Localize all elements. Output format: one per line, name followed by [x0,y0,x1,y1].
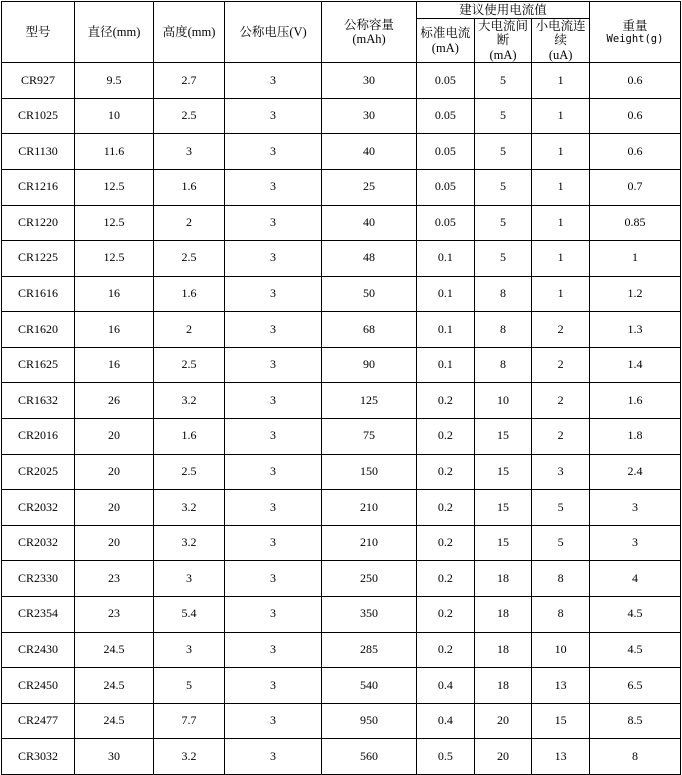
cell-model: CR3032 [2,739,75,775]
cell-std: 0.2 [417,490,475,526]
cell-std: 0.05 [417,63,475,99]
cell-std: 0.05 [417,134,475,170]
header-row-group [2,2,681,19]
column-header-weight-unit: Weight(g) [606,33,664,46]
cell-dia: 20 [75,454,154,490]
cell-small: 1 [532,134,590,170]
cell-dia: 24.5 [75,632,154,668]
column-header-diameter: 直径(mm) [75,2,154,63]
cell-big: 20 [474,739,532,775]
table-row [2,98,681,134]
cell-cap: 350 [322,597,417,633]
cell-weight: 4.5 [590,597,681,633]
cell-weight: 3 [590,490,681,526]
cell-std: 0.4 [417,703,475,739]
cell-volt: 3 [225,525,322,561]
column-header-voltage: 公称电压(V) [225,2,322,63]
cell-big: 8 [474,312,532,348]
cell-std: 0.1 [417,241,475,277]
cell-big: 8 [474,347,532,383]
cell-cap: 25 [322,169,417,205]
cell-model: CR927 [2,63,75,99]
cell-small: 8 [532,597,590,633]
table-body [2,63,681,775]
cell-cap: 40 [322,205,417,241]
column-header-capacity-label: 公称容量 [343,17,394,32]
cell-cap: 50 [322,276,417,312]
table-row [2,703,681,739]
table-row [2,383,681,419]
cell-small: 1 [532,63,590,99]
table-row [2,276,681,312]
table-row [2,668,681,704]
table-header [2,2,681,63]
cell-dia: 20 [75,419,154,455]
cell-height: 7.7 [154,703,225,739]
cell-dia: 24.5 [75,668,154,704]
cell-small: 15 [532,703,590,739]
cell-model: CR2032 [2,525,75,561]
cell-cap: 150 [322,454,417,490]
cell-small: 10 [532,632,590,668]
table-row [2,525,681,561]
cell-height: 3.2 [154,739,225,775]
cell-big: 15 [474,419,532,455]
cell-dia: 30 [75,739,154,775]
cell-model: CR1216 [2,169,75,205]
table-row [2,312,681,348]
cell-big: 5 [474,98,532,134]
cell-small: 2 [532,347,590,383]
table-row [2,490,681,526]
cell-height: 5.4 [154,597,225,633]
cell-volt: 3 [225,490,322,526]
cell-weight: 0.6 [590,63,681,99]
cell-std: 0.05 [417,98,475,134]
cell-std: 0.2 [417,383,475,419]
cell-height: 2.5 [154,347,225,383]
cell-volt: 3 [225,419,322,455]
cell-dia: 23 [75,561,154,597]
table-row [2,597,681,633]
cell-cap: 250 [322,561,417,597]
cell-model: CR1616 [2,276,75,312]
cell-cap: 210 [322,525,417,561]
cell-dia: 11.6 [75,134,154,170]
cell-volt: 3 [225,347,322,383]
cell-height: 1.6 [154,169,225,205]
cell-height: 5 [154,668,225,704]
column-header-model: 型号 [2,2,75,63]
cell-small: 1 [532,241,590,277]
cell-model: CR1225 [2,241,75,277]
cell-std: 0.2 [417,632,475,668]
cell-dia: 12.5 [75,205,154,241]
cell-big: 18 [474,632,532,668]
cell-weight: 4 [590,561,681,597]
cell-volt: 3 [225,597,322,633]
cell-weight: 1.4 [590,347,681,383]
cell-volt: 3 [225,383,322,419]
table-row [2,739,681,775]
column-header-continuous-current-label: 小电流连续 [535,19,586,48]
cell-small: 2 [532,419,590,455]
cell-height: 3 [154,561,225,597]
cell-model: CR2354 [2,597,75,633]
cell-std: 0.5 [417,739,475,775]
cell-big: 8 [474,276,532,312]
cell-big: 5 [474,205,532,241]
cell-model: CR2430 [2,632,75,668]
cell-cap: 950 [322,703,417,739]
cell-model: CR1620 [2,312,75,348]
cell-weight: 4.5 [590,632,681,668]
cell-weight: 1.3 [590,312,681,348]
cell-height: 2 [154,312,225,348]
cell-height: 2 [154,205,225,241]
cell-height: 1.6 [154,419,225,455]
cell-height: 3.2 [154,490,225,526]
cell-big: 5 [474,134,532,170]
cell-big: 20 [474,703,532,739]
cell-height: 1.6 [154,276,225,312]
cell-model: CR2477 [2,703,75,739]
cell-volt: 3 [225,169,322,205]
cell-height: 2.5 [154,241,225,277]
cell-std: 0.05 [417,205,475,241]
cell-volt: 3 [225,312,322,348]
cell-volt: 3 [225,454,322,490]
cell-volt: 3 [225,703,322,739]
column-group-header-current: 建议使用电流值 [417,2,590,19]
cell-dia: 20 [75,490,154,526]
cell-std: 0.2 [417,597,475,633]
cell-small: 5 [532,490,590,526]
column-header-height: 高度(mm) [154,2,225,63]
cell-dia: 23 [75,597,154,633]
cell-big: 18 [474,597,532,633]
cell-weight: 0.85 [590,205,681,241]
cell-small: 5 [532,525,590,561]
table-row [2,419,681,455]
table-row [2,632,681,668]
table-row [2,347,681,383]
cell-volt: 3 [225,561,322,597]
cell-dia: 24.5 [75,703,154,739]
cell-volt: 3 [225,739,322,775]
cell-weight: 1 [590,241,681,277]
cell-dia: 16 [75,347,154,383]
cell-dia: 9.5 [75,63,154,99]
cell-model: CR1625 [2,347,75,383]
cell-big: 18 [474,561,532,597]
cell-big: 15 [474,454,532,490]
cell-cap: 75 [322,419,417,455]
cell-height: 3.2 [154,383,225,419]
cell-dia: 26 [75,383,154,419]
battery-spec-table [1,1,681,775]
column-header-continuous-current-unit: (uA) [548,47,573,62]
cell-cap: 285 [322,632,417,668]
cell-weight: 1.2 [590,276,681,312]
cell-cap: 68 [322,312,417,348]
column-header-weight-label: 重量 [622,18,648,33]
cell-cap: 540 [322,668,417,704]
cell-height: 3 [154,134,225,170]
cell-weight: 8 [590,739,681,775]
cell-small: 3 [532,454,590,490]
cell-height: 2.7 [154,63,225,99]
table-row [2,205,681,241]
cell-height: 2.5 [154,98,225,134]
cell-small: 8 [532,561,590,597]
cell-volt: 3 [225,63,322,99]
column-header-continuous-current [532,19,590,63]
cell-model: CR2016 [2,419,75,455]
cell-cap: 40 [322,134,417,170]
cell-model: CR2450 [2,668,75,704]
cell-std: 0.1 [417,276,475,312]
cell-weight: 0.7 [590,169,681,205]
cell-small: 13 [532,668,590,704]
cell-cap: 48 [322,241,417,277]
cell-volt: 3 [225,668,322,704]
cell-model: CR1632 [2,383,75,419]
cell-dia: 12.5 [75,241,154,277]
cell-std: 0.2 [417,525,475,561]
column-header-capacity [322,2,417,63]
cell-cap: 210 [322,490,417,526]
cell-big: 10 [474,383,532,419]
cell-cap: 90 [322,347,417,383]
cell-volt: 3 [225,98,322,134]
column-header-standard-current: 标准电流(mA) [417,19,475,63]
cell-std: 0.05 [417,169,475,205]
cell-std: 0.2 [417,561,475,597]
column-header-pulse-current-label: 大电流间断 [477,19,528,48]
cell-volt: 3 [225,632,322,668]
cell-weight: 0.6 [590,134,681,170]
cell-height: 3 [154,632,225,668]
table-row [2,241,681,277]
cell-dia: 10 [75,98,154,134]
cell-big: 5 [474,169,532,205]
cell-model: CR2025 [2,454,75,490]
cell-big: 15 [474,525,532,561]
cell-weight: 1.8 [590,419,681,455]
cell-height: 2.5 [154,454,225,490]
cell-volt: 3 [225,276,322,312]
cell-big: 15 [474,490,532,526]
cell-small: 2 [532,383,590,419]
cell-small: 13 [532,739,590,775]
cell-model: CR2032 [2,490,75,526]
cell-height: 3.2 [154,525,225,561]
cell-small: 1 [532,205,590,241]
cell-dia: 16 [75,276,154,312]
cell-std: 0.2 [417,454,475,490]
cell-model: CR1220 [2,205,75,241]
cell-volt: 3 [225,134,322,170]
cell-std: 0.4 [417,668,475,704]
cell-dia: 12.5 [75,169,154,205]
cell-weight: 6.5 [590,668,681,704]
cell-small: 2 [532,312,590,348]
cell-model: CR1025 [2,98,75,134]
table-row [2,169,681,205]
cell-weight: 0.6 [590,98,681,134]
cell-cap: 560 [322,739,417,775]
cell-weight: 2.4 [590,454,681,490]
cell-std: 0.1 [417,347,475,383]
column-header-weight [590,2,681,63]
cell-model: CR1130 [2,134,75,170]
cell-small: 1 [532,169,590,205]
column-header-capacity-unit: (mAh) [352,32,386,47]
cell-weight: 3 [590,525,681,561]
cell-small: 1 [532,276,590,312]
table-row [2,561,681,597]
cell-big: 18 [474,668,532,704]
cell-cap: 125 [322,383,417,419]
column-header-pulse-current-unit: (mA) [489,47,517,62]
cell-cap: 30 [322,63,417,99]
cell-volt: 3 [225,241,322,277]
table-row [2,63,681,99]
cell-big: 5 [474,241,532,277]
cell-weight: 8.5 [590,703,681,739]
cell-small: 1 [532,98,590,134]
cell-big: 5 [474,63,532,99]
cell-std: 0.1 [417,312,475,348]
cell-dia: 20 [75,525,154,561]
table-row [2,454,681,490]
cell-dia: 16 [75,312,154,348]
cell-weight: 1.6 [590,383,681,419]
cell-volt: 3 [225,205,322,241]
cell-model: CR2330 [2,561,75,597]
cell-cap: 30 [322,98,417,134]
column-header-pulse-current [474,19,532,63]
cell-std: 0.2 [417,419,475,455]
table-row [2,134,681,170]
